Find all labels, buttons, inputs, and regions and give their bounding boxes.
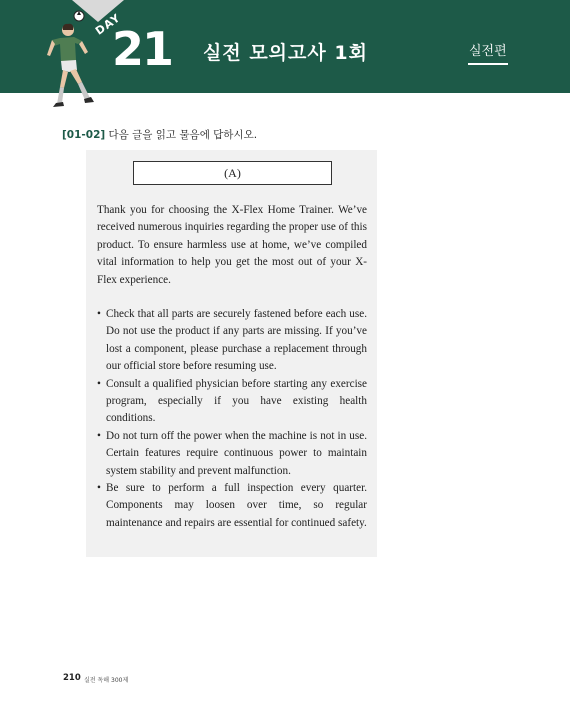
page-title: 실전 모의고사 1회	[203, 42, 368, 64]
passage-box	[86, 150, 377, 557]
bullet-text: Check that all parts are securely fastened before each use. Do not use the product if any parts are missing. If you’ve lost a component, please purchase a replacement through our official store before resuming use.	[106, 308, 367, 373]
bullet-icon: •	[97, 429, 101, 442]
section-tag: 실전편	[468, 43, 508, 65]
bullet-item	[97, 428, 367, 480]
question-header	[62, 127, 257, 142]
passage-intro: Thank you for choosing the X-Flex Home Trainer. We’ve received numerous inquiries regarding the proper use of this product. To ensure harmless use at home, we’ve compiled vital information to help you get the most out of your X-Flex experience.	[97, 204, 367, 286]
bullet-icon: •	[97, 482, 101, 495]
day-number: 21	[112, 22, 173, 76]
blank-title-box: (A)	[133, 161, 332, 185]
bullet-item	[97, 376, 367, 428]
book-title: 실전 독해 300제	[84, 677, 129, 684]
question-instruction: 다음 글을 읽고 물음에 답하시오.	[108, 129, 258, 141]
bullet-text: Do not turn off the power when the machine is not in use. Certain features require continuous power to maintain system stability and prevent malfunction.	[106, 429, 367, 477]
day-label: DAY	[93, 11, 124, 38]
question-number: [01-02]	[62, 129, 106, 141]
chapter-header	[0, 0, 570, 93]
bullet-item	[97, 480, 367, 532]
bullet-icon: •	[97, 308, 101, 320]
bullet-icon: •	[97, 377, 101, 390]
page-number: 210	[63, 673, 81, 683]
bullet-list	[97, 306, 367, 532]
bullet-item	[97, 306, 367, 376]
bullet-text: Be sure to perform a full inspection every quarter. Components may loosen over time, so regular maintenance and repairs are essential for continued safety.	[106, 482, 367, 529]
bullet-text: Consult a qualified physician before starting any exercise program, especially if you have existing health conditions.	[106, 377, 367, 425]
